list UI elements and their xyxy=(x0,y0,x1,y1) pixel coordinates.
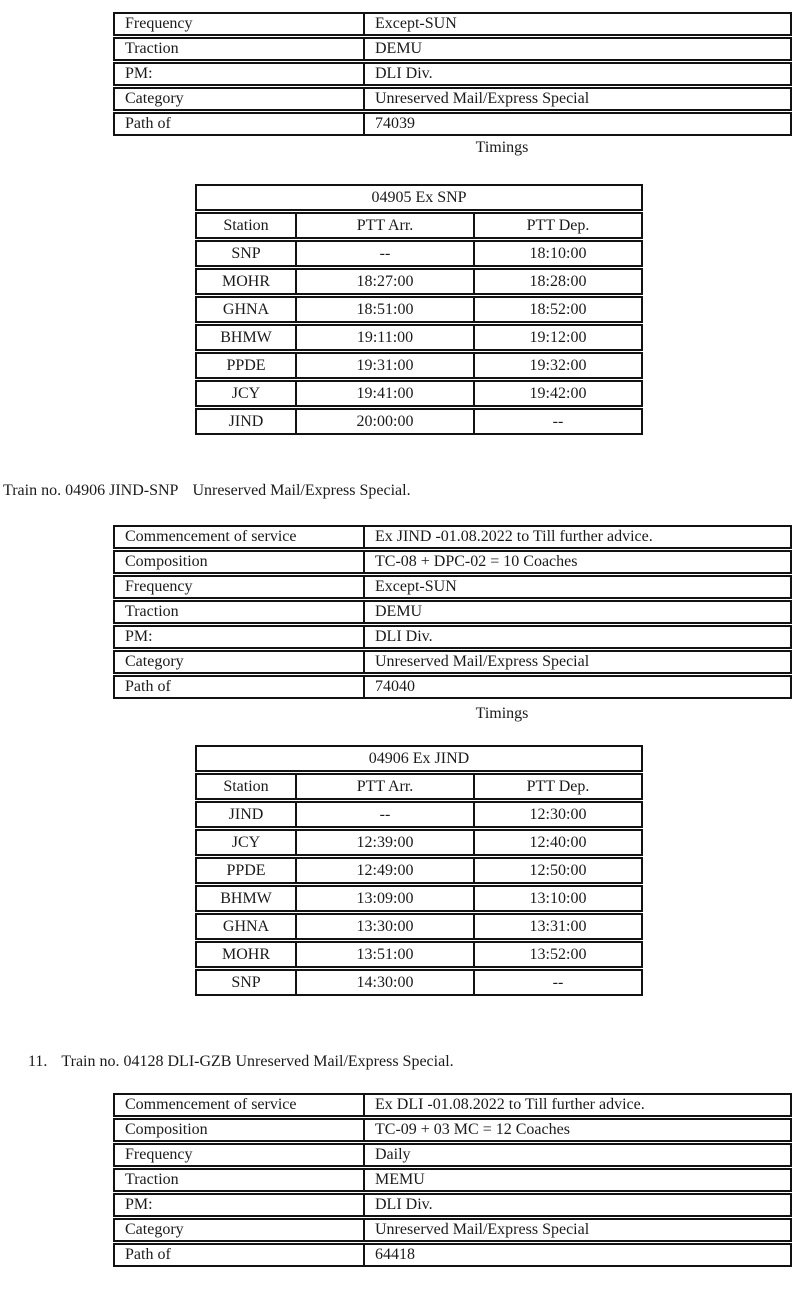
departure-cell: -- xyxy=(473,971,641,994)
timings-caption: Timings xyxy=(475,139,529,156)
arrival-cell: -- xyxy=(295,242,473,265)
table-row xyxy=(113,37,792,61)
arrival-cell: 13:09:00 xyxy=(295,887,473,910)
table-row xyxy=(195,885,643,912)
departure-cell: 19:32:00 xyxy=(473,354,641,377)
station-cell: GHNA xyxy=(222,301,270,318)
field-value: Except-SUN xyxy=(363,14,790,34)
table-row xyxy=(195,240,643,267)
departure-cell: 13:31:00 xyxy=(473,915,641,938)
field-value: Unreserved Mail/Express Special xyxy=(363,1220,790,1240)
arrival-cell: 19:41:00 xyxy=(295,382,473,405)
station-cell: JIND xyxy=(228,806,264,823)
table-row xyxy=(195,268,643,295)
departure-cell: 13:52:00 xyxy=(473,943,641,966)
station-cell: PPDE xyxy=(226,357,266,374)
departure-cell: 18:28:00 xyxy=(473,270,641,293)
field-label: PM: xyxy=(125,65,153,82)
station-cell: PPDE xyxy=(226,862,266,879)
table-row xyxy=(113,1218,792,1242)
table-row xyxy=(113,575,792,599)
field-label: Path of xyxy=(125,678,171,695)
field-value: Ex DLI -01.08.2022 to Till further advice. xyxy=(363,1095,790,1115)
table-row xyxy=(113,1118,792,1142)
field-value: DEMU xyxy=(363,39,790,59)
table-row xyxy=(195,380,643,407)
field-label: Traction xyxy=(125,603,179,620)
table-row xyxy=(195,829,643,856)
field-label: Path of xyxy=(125,1246,171,1263)
info-table-04128 xyxy=(113,1093,792,1267)
arrival-cell: 18:51:00 xyxy=(295,298,473,321)
field-label: Category xyxy=(125,1221,184,1238)
timetable-title-row xyxy=(195,184,643,211)
column-header-station: Station xyxy=(223,778,269,795)
field-label: PM: xyxy=(125,1196,153,1213)
field-value: DLI Div. xyxy=(363,1195,790,1215)
table-row xyxy=(195,913,643,940)
table-row xyxy=(195,801,643,828)
departure-cell: 12:40:00 xyxy=(473,831,641,854)
table-row xyxy=(113,525,792,549)
departure-cell: -- xyxy=(473,410,641,433)
field-label: Category xyxy=(125,90,184,107)
timetable-header-row xyxy=(195,773,643,800)
departure-cell: 12:50:00 xyxy=(473,859,641,882)
timetable-title: 04905 Ex SNP xyxy=(371,189,467,206)
station-cell: JCY xyxy=(231,834,261,851)
table-row xyxy=(195,408,643,435)
table-row xyxy=(195,324,643,351)
table-row xyxy=(113,62,792,86)
field-label: Frequency xyxy=(125,1146,193,1163)
info-table-04906 xyxy=(113,525,792,699)
field-value: TC-09 + 03 MC = 12 Coaches xyxy=(363,1120,790,1140)
arrival-cell: 14:30:00 xyxy=(295,971,473,994)
departure-cell: 19:12:00 xyxy=(473,326,641,349)
field-label: Composition xyxy=(125,1121,208,1138)
table-row xyxy=(113,675,792,699)
field-value: TC-08 + DPC-02 = 10 Coaches xyxy=(363,552,790,572)
arrival-cell: 13:51:00 xyxy=(295,943,473,966)
train-heading-04128 xyxy=(0,1052,808,1072)
table-row xyxy=(195,941,643,968)
table-row xyxy=(113,1093,792,1117)
station-cell: SNP xyxy=(231,974,261,991)
timetable-title: 04906 Ex JIND xyxy=(368,750,470,767)
table-row xyxy=(113,1243,792,1267)
departure-cell: 18:52:00 xyxy=(473,298,641,321)
column-header-station: Station xyxy=(223,217,269,234)
field-label: Traction xyxy=(125,1171,179,1188)
station-cell: MOHR xyxy=(221,946,270,963)
station-cell: BHMW xyxy=(220,329,272,346)
table-row xyxy=(195,296,643,323)
table-row xyxy=(195,969,643,996)
info-table-04905 xyxy=(113,12,792,136)
table-row xyxy=(113,550,792,574)
field-label: Composition xyxy=(125,553,208,570)
list-item-number: 11. xyxy=(28,1053,48,1070)
departure-cell: 12:30:00 xyxy=(473,803,641,826)
station-cell: GHNA xyxy=(222,918,270,935)
field-label: Path of xyxy=(125,115,171,132)
timetable-04906 xyxy=(195,745,643,996)
table-row xyxy=(113,12,792,36)
field-value: DLI Div. xyxy=(363,627,790,647)
arrival-cell: 13:30:00 xyxy=(295,915,473,938)
table-row xyxy=(113,600,792,624)
column-header-departure: PTT Dep. xyxy=(473,775,641,798)
field-value: Unreserved Mail/Express Special xyxy=(363,89,790,109)
arrival-cell: 19:31:00 xyxy=(295,354,473,377)
arrival-cell: 19:11:00 xyxy=(295,326,473,349)
timetable-header-row xyxy=(195,212,643,239)
column-header-arrival: PTT Arr. xyxy=(295,214,473,237)
field-label: PM: xyxy=(125,628,153,645)
field-label: Frequency xyxy=(125,15,193,32)
timetable-04905 xyxy=(195,184,643,435)
table-row xyxy=(113,650,792,674)
field-value: Unreserved Mail/Express Special xyxy=(363,652,790,672)
departure-cell: 19:42:00 xyxy=(473,382,641,405)
column-header-departure: PTT Dep. xyxy=(473,214,641,237)
timings-caption: Timings xyxy=(475,705,529,722)
field-value: DLI Div. xyxy=(363,64,790,84)
arrival-cell: 12:39:00 xyxy=(295,831,473,854)
field-value: Daily xyxy=(363,1145,790,1165)
station-cell: JIND xyxy=(228,413,264,430)
field-label: Category xyxy=(125,653,184,670)
column-header-arrival: PTT Arr. xyxy=(295,775,473,798)
arrival-cell: 12:49:00 xyxy=(295,859,473,882)
train-category: Unreserved Mail/Express Special. xyxy=(192,482,411,499)
field-label: Commencement of service xyxy=(125,528,297,545)
departure-cell: 13:10:00 xyxy=(473,887,641,910)
train-heading-04906 xyxy=(0,481,808,501)
arrival-cell: 18:27:00 xyxy=(295,270,473,293)
field-value: MEMU xyxy=(363,1170,790,1190)
field-label: Commencement of service xyxy=(125,1096,297,1113)
table-row xyxy=(195,352,643,379)
field-value: DEMU xyxy=(363,602,790,622)
table-row xyxy=(113,87,792,111)
table-row xyxy=(113,1168,792,1192)
train-number-route: Train no. 04128 DLI-GZB Unreserved Mail/Express Special. xyxy=(61,1053,454,1070)
field-value: 64418 xyxy=(363,1245,790,1265)
table-row xyxy=(113,1193,792,1217)
field-label: Frequency xyxy=(125,578,193,595)
field-value: Except-SUN xyxy=(363,577,790,597)
station-cell: JCY xyxy=(231,385,261,402)
table-row xyxy=(113,1143,792,1167)
field-label: Traction xyxy=(125,40,179,57)
departure-cell: 18:10:00 xyxy=(473,242,641,265)
station-cell: MOHR xyxy=(221,273,270,290)
field-value: 74039 xyxy=(363,114,790,134)
arrival-cell: 20:00:00 xyxy=(295,410,473,433)
field-value: 74040 xyxy=(363,677,790,697)
table-row xyxy=(113,112,792,136)
station-cell: SNP xyxy=(231,245,261,262)
train-number-route: Train no. 04906 JIND-SNP xyxy=(3,482,179,499)
table-row xyxy=(113,625,792,649)
timetable-title-row xyxy=(195,745,643,772)
station-cell: BHMW xyxy=(220,890,272,907)
table-row xyxy=(195,857,643,884)
field-value: Ex JIND -01.08.2022 to Till further advice. xyxy=(363,527,790,547)
arrival-cell: -- xyxy=(295,803,473,826)
